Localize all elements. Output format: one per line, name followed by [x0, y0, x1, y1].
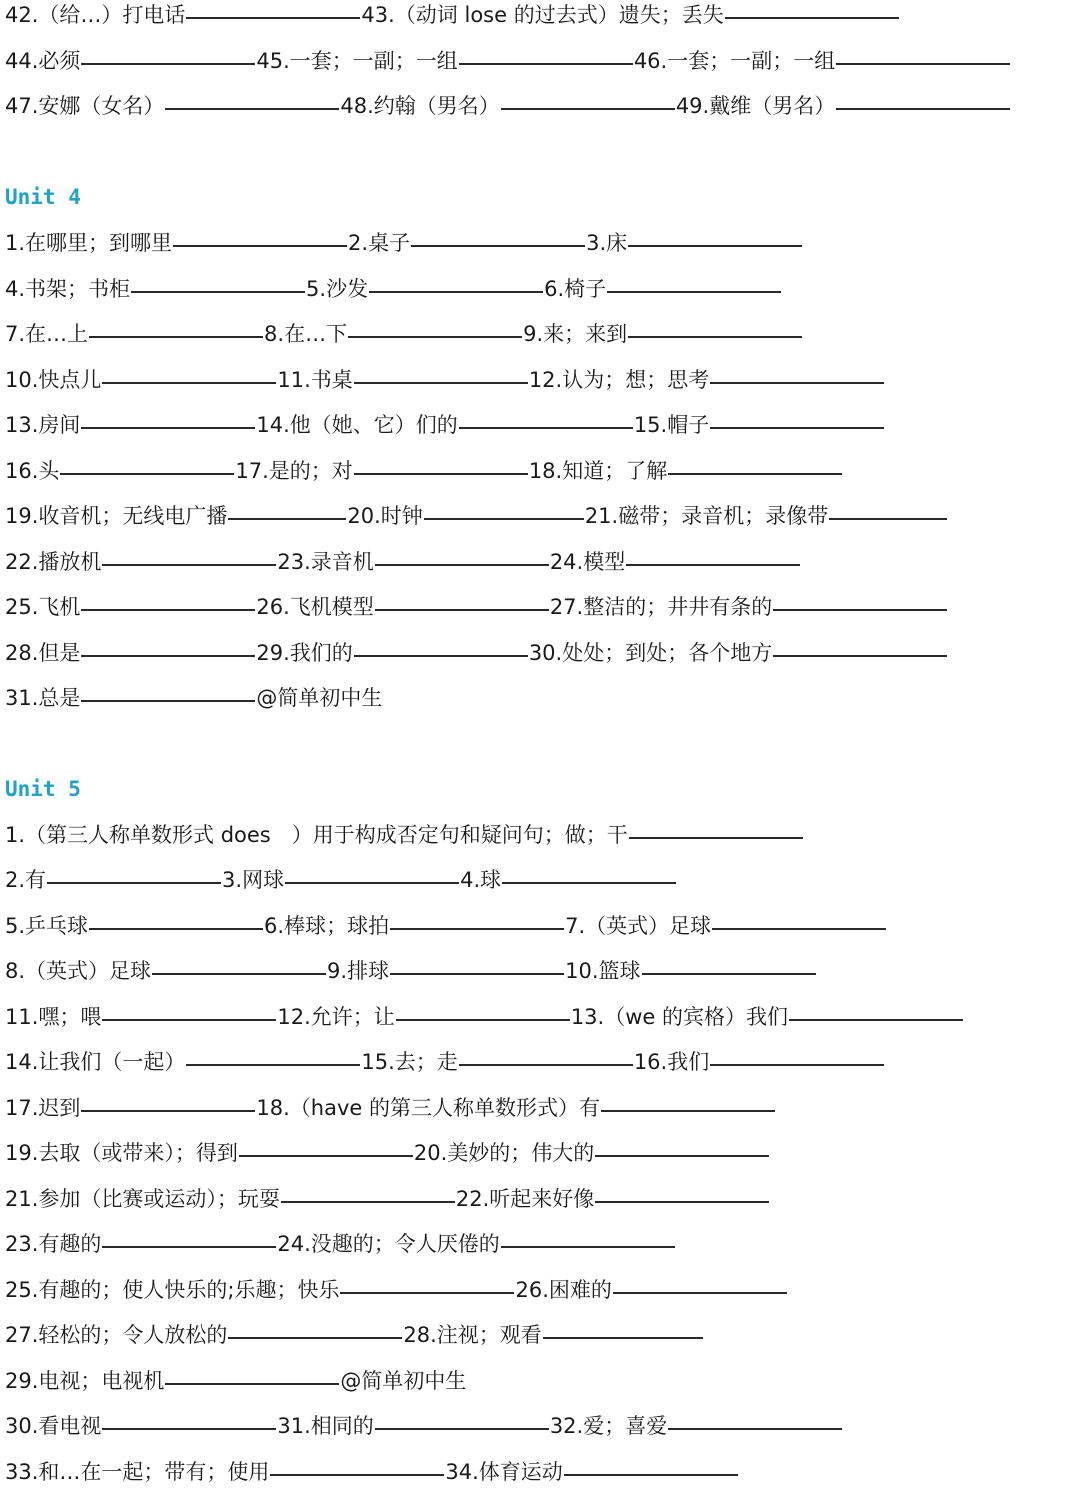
answer-blank[interactable]: [165, 108, 339, 110]
vocab-row: [5, 636, 948, 670]
answer-blank[interactable]: [81, 609, 255, 611]
answer-blank[interactable]: [102, 1019, 276, 1021]
answer-blank[interactable]: [375, 1428, 549, 1430]
vocab-item: 29.电视；电视机: [5, 1369, 165, 1393]
vocab-item: 1.（第三人称单数形式 does ）用于构成否定句和疑问句；做；干: [5, 823, 628, 847]
watermark-signature: @简单初中生: [340, 1369, 467, 1393]
answer-blank[interactable]: [102, 1428, 276, 1430]
vocab-item: 19.收音机；无线电广播: [5, 504, 228, 528]
vocab-row: [5, 818, 804, 852]
vocab-item: 26.困难的: [515, 1278, 612, 1302]
vocab-row: [5, 499, 948, 533]
answer-blank[interactable]: [285, 882, 459, 884]
vocab-item: 13.（we 的宾格）我们: [570, 1005, 788, 1029]
vocab-item: 2.桌子: [348, 231, 411, 255]
answer-blank[interactable]: [628, 336, 802, 338]
vocab-item: 14.让我们（一起）: [5, 1050, 186, 1074]
answer-blank[interactable]: [173, 245, 347, 247]
vocab-item: 8.（英式）足球: [5, 959, 152, 983]
answer-blank[interactable]: [836, 63, 1010, 65]
vocab-item: 28.注视；观看: [403, 1323, 542, 1347]
vocab-item: 23.有趣的: [5, 1232, 102, 1256]
unit-5-heading: Unit 5: [5, 777, 81, 801]
answer-blank[interactable]: [595, 1201, 769, 1203]
vocab-item: 15.帽子: [633, 413, 710, 437]
answer-blank[interactable]: [340, 1292, 514, 1294]
vocab-item: 7.在…上: [5, 322, 89, 346]
vocab-item: 31.相同的: [277, 1414, 374, 1438]
vocab-item: 6.棒球；球拍: [264, 914, 390, 938]
vocab-item: 17.是的；对: [235, 459, 353, 483]
answer-blank[interactable]: [81, 700, 255, 702]
vocab-item: 46.一套；一副；一组: [633, 49, 836, 73]
vocab-item: 22.听起来好像: [455, 1187, 595, 1211]
answer-blank[interactable]: [165, 1383, 339, 1385]
vocab-item: 13.房间: [5, 413, 81, 437]
answer-blank[interactable]: [628, 245, 802, 247]
answer-blank[interactable]: [773, 655, 947, 657]
answer-blank[interactable]: [81, 655, 255, 657]
vocab-item: 4.书架；书柜: [5, 277, 131, 301]
answer-blank[interactable]: [411, 245, 585, 247]
vocab-item: 43.（动词 lose 的过去式）遗失；丢失: [361, 3, 724, 27]
answer-blank[interactable]: [501, 1246, 675, 1248]
answer-blank[interactable]: [601, 1110, 775, 1112]
answer-blank[interactable]: [228, 1337, 402, 1339]
vocab-row: [5, 1455, 739, 1489]
answer-blank[interactable]: [424, 518, 584, 520]
vocab-item: 20.美妙的；伟大的: [413, 1141, 595, 1165]
answer-blank[interactable]: [375, 609, 549, 611]
answer-blank[interactable]: [270, 1474, 444, 1476]
vocab-item: 19.去取（或带来）；得到: [5, 1141, 238, 1165]
vocab-row: [5, 408, 885, 442]
answer-blank[interactable]: [89, 336, 263, 338]
vocab-item: 32.爱；喜爱: [549, 1414, 668, 1438]
vocab-item: 18.知道；了解: [528, 459, 668, 483]
vocab-item: 21.磁带；录音机；录像带: [584, 504, 829, 528]
vocab-item: 7.（英式）足球: [565, 914, 712, 938]
vocab-item: 11.嘿；喂: [5, 1005, 102, 1029]
answer-blank[interactable]: [459, 63, 633, 65]
answer-blank[interactable]: [81, 427, 255, 429]
answer-blank[interactable]: [81, 63, 255, 65]
vocab-item: 49.戴维（男名）: [675, 94, 836, 118]
vocab-item: 45.一套；一副；一组: [256, 49, 458, 73]
answer-blank[interactable]: [710, 427, 884, 429]
answer-blank[interactable]: [459, 1064, 633, 1066]
answer-blank[interactable]: [668, 473, 842, 475]
answer-blank[interactable]: [564, 1474, 738, 1476]
vocab-item: 3.网球: [222, 868, 285, 892]
answer-blank[interactable]: [396, 1019, 570, 1021]
vocab-item: 42.（给…）打电话: [5, 3, 186, 27]
vocab-row: [5, 226, 803, 260]
vocab-row: [5, 1136, 770, 1170]
vocab-item: 34.体育运动: [445, 1460, 563, 1484]
answer-blank[interactable]: [186, 1064, 360, 1066]
answer-blank[interactable]: [354, 655, 528, 657]
answer-blank[interactable]: [390, 928, 564, 930]
vocab-item: 12.允许；让: [277, 1005, 395, 1029]
vocab-row: [5, 1364, 466, 1398]
vocab-item: 8.在…下: [264, 322, 348, 346]
vocab-item: 9.来；来到: [523, 322, 628, 346]
vocab-row: [5, 909, 887, 943]
vocab-item: 3.床: [586, 231, 628, 255]
answer-blank[interactable]: [354, 473, 528, 475]
vocab-item: 23.录音机: [277, 550, 374, 574]
answer-blank[interactable]: [710, 1064, 884, 1066]
answer-blank[interactable]: [836, 108, 1010, 110]
answer-blank[interactable]: [829, 518, 947, 520]
vocab-row: [5, 0, 900, 32]
answer-blank[interactable]: [239, 1155, 413, 1157]
answer-blank[interactable]: [613, 1292, 787, 1294]
answer-blank[interactable]: [354, 382, 528, 384]
vocab-row: [5, 454, 843, 488]
answer-blank[interactable]: [459, 427, 633, 429]
vocab-item: 4.球: [460, 868, 502, 892]
vocab-item: 11.书桌: [277, 368, 353, 392]
vocab-item: 26.飞机模型: [256, 595, 374, 619]
vocab-item: 5.乒乓球: [5, 914, 89, 938]
vocab-item: 2.有: [5, 868, 47, 892]
vocab-item: 48.约翰（男名）: [340, 94, 500, 118]
vocab-item: 29.我们的: [256, 641, 353, 665]
vocab-item: 21.参加（比赛或运动）；玩耍: [5, 1187, 280, 1211]
vocab-item: 28.但是: [5, 641, 81, 665]
answer-blank[interactable]: [348, 336, 522, 338]
vocab-item: 33.和…在一起；带有；使用: [5, 1460, 270, 1484]
vocab-row: [5, 1273, 788, 1307]
vocab-item: 44.必须: [5, 49, 81, 73]
answer-blank[interactable]: [369, 291, 543, 293]
vocab-item: 9.排球: [327, 959, 390, 983]
answer-blank[interactable]: [725, 17, 899, 19]
vocab-row: [5, 863, 677, 897]
vocab-item: 47.安娜（女名）: [5, 94, 165, 118]
vocab-row: [5, 1318, 704, 1352]
vocab-row: [5, 89, 1011, 123]
vocab-item: 24.模型: [549, 550, 626, 574]
answer-blank[interactable]: [710, 382, 884, 384]
answer-blank[interactable]: [228, 518, 346, 520]
vocab-item: 15.去；走: [361, 1050, 458, 1074]
vocab-row: [5, 1182, 770, 1216]
answer-blank[interactable]: [626, 564, 800, 566]
answer-blank[interactable]: [102, 564, 276, 566]
vocab-item: 12.认为；想；思考: [528, 368, 710, 392]
vocab-row: [5, 44, 1011, 78]
answer-blank[interactable]: [375, 564, 549, 566]
vocab-item: 14.他（她、它）们的: [256, 413, 458, 437]
vocab-item: 1.在哪里；到哪里: [5, 231, 173, 255]
answer-blank[interactable]: [543, 1337, 703, 1339]
answer-blank[interactable]: [186, 17, 360, 19]
answer-blank[interactable]: [81, 1110, 255, 1112]
vocab-item: 25.飞机: [5, 595, 81, 619]
answer-blank[interactable]: [60, 473, 234, 475]
vocab-row: [5, 272, 782, 306]
answer-blank[interactable]: [152, 973, 326, 975]
vocab-item: 24.没趣的；令人厌倦的: [277, 1232, 500, 1256]
answer-blank[interactable]: [629, 837, 803, 839]
answer-blank[interactable]: [607, 291, 781, 293]
answer-blank[interactable]: [789, 1019, 963, 1021]
answer-blank[interactable]: [502, 882, 676, 884]
vocab-item: 16.我们: [633, 1050, 710, 1074]
vocab-row: [5, 590, 948, 624]
answer-blank[interactable]: [102, 382, 276, 384]
watermark-signature: @简单初中生: [256, 686, 383, 710]
answer-blank[interactable]: [712, 928, 886, 930]
vocab-row: [5, 1409, 843, 1443]
answer-blank[interactable]: [668, 1428, 842, 1430]
vocab-item: 31.总是: [5, 686, 81, 710]
vocab-item: 27.整洁的；井井有条的: [549, 595, 773, 619]
vocab-item: 10.快点儿: [5, 368, 102, 392]
vocab-item: 5.沙发: [306, 277, 369, 301]
vocab-item: 25.有趣的；使人快乐的;乐趣；快乐: [5, 1278, 340, 1302]
answer-blank[interactable]: [390, 973, 564, 975]
vocab-row: [5, 954, 817, 988]
vocab-item: 17.迟到: [5, 1096, 81, 1120]
answer-blank[interactable]: [89, 928, 263, 930]
vocab-row: [5, 681, 382, 715]
vocab-item: 6.椅子: [544, 277, 607, 301]
vocab-item: 22.播放机: [5, 550, 102, 574]
vocab-row: [5, 363, 885, 397]
vocab-item: 30.看电视: [5, 1414, 102, 1438]
unit-4-heading: Unit 4: [5, 185, 81, 209]
answer-blank[interactable]: [501, 108, 675, 110]
vocab-item: 20.时钟: [347, 504, 423, 528]
answer-blank[interactable]: [642, 973, 816, 975]
vocab-row: [5, 317, 803, 351]
vocab-row: [5, 545, 801, 579]
answer-blank[interactable]: [47, 882, 221, 884]
answer-blank[interactable]: [595, 1155, 769, 1157]
vocab-item: 18.（have 的第三人称单数形式）有: [256, 1096, 601, 1120]
answer-blank[interactable]: [281, 1201, 455, 1203]
answer-blank[interactable]: [131, 291, 305, 293]
vocab-item: 16.头: [5, 459, 60, 483]
vocab-item: 10.篮球: [565, 959, 641, 983]
answer-blank[interactable]: [773, 609, 947, 611]
vocab-row: [5, 1000, 964, 1034]
vocab-row: [5, 1045, 885, 1079]
vocab-row: [5, 1091, 776, 1125]
vocab-item: 30.处处；到处；各个地方: [528, 641, 773, 665]
vocab-item: 27.轻松的；令人放松的: [5, 1323, 228, 1347]
answer-blank[interactable]: [102, 1246, 276, 1248]
vocab-row: [5, 1227, 676, 1261]
